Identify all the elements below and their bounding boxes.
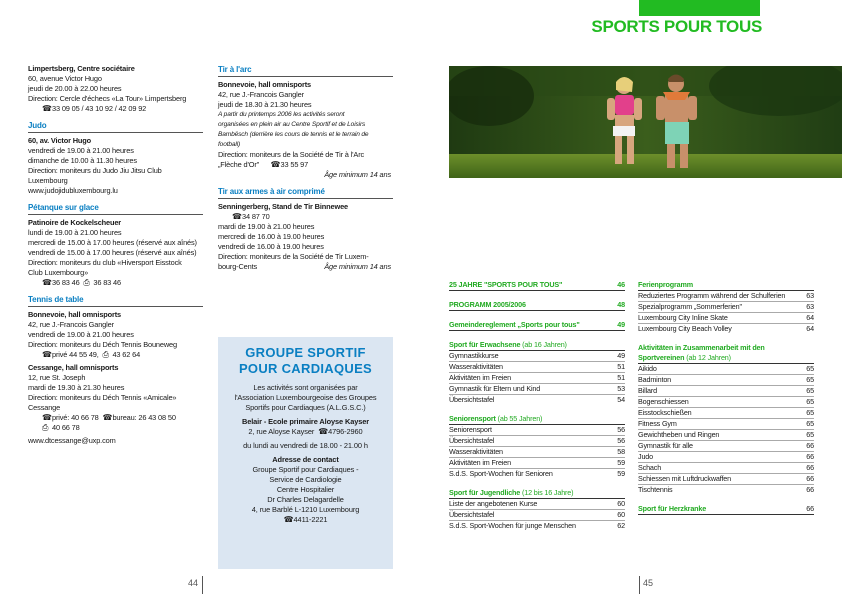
toc-page: 65	[806, 364, 814, 373]
phone-number: 36 83 46	[52, 278, 80, 287]
phone-icon: ☎	[42, 413, 52, 422]
toc-item[interactable]	[449, 351, 625, 362]
toc-page: 66	[806, 452, 814, 461]
info-line: mardi de 19.00 à 21.00 heures	[218, 222, 315, 231]
toc-section-heading	[449, 488, 625, 499]
cardiac-days: du lundi au vendredi de 18.00 - 21.00 h	[243, 441, 368, 450]
info-line: vendredi de 16.00 à 19.00 heures	[218, 242, 324, 251]
toc-page: 65	[806, 397, 814, 406]
toc-item[interactable]	[449, 320, 625, 331]
info-note: Bambësch (derrière les cours de tennis et le terrain de	[218, 131, 369, 138]
info-line: jeudi de 18.30 à 21.30 heures	[218, 100, 312, 109]
fax-icon: ⎙	[42, 423, 49, 432]
page-number-right: 45	[643, 578, 654, 588]
toc-label: Judo	[638, 452, 653, 461]
info-line: 12, rue St. Joseph	[28, 373, 86, 382]
toc-label: Luxembourg City Beach Volley	[638, 324, 732, 333]
info-line: Direction: moniteurs du club «Hiversport Eisstock	[28, 258, 182, 267]
toc-heading-text: Seniorensport	[449, 414, 496, 423]
toc-label: Gymnastik für Eltern und Kind	[449, 384, 541, 393]
toc-item[interactable]	[449, 300, 625, 311]
info-line: vendredi de 15.00 à 17.00 heures (réservé aux aînés)	[28, 248, 197, 257]
block-title: Bonnevoie, hall omnisports	[28, 310, 122, 319]
toc-item[interactable]	[449, 510, 625, 521]
cardiac-title: POUR CARDIAQUES	[238, 361, 373, 376]
toc-label: Luxembourg City Inline Skate	[638, 313, 728, 322]
toc-right-column	[638, 280, 814, 515]
info-line: Direction: moniteurs de la Société de Tir Luxem-	[218, 252, 369, 261]
info-line: dimanche de 10.00 à 11.30 heures	[28, 156, 137, 165]
info-line: „Flèche d'Or"	[218, 160, 260, 169]
toc-label: Wasseraktivitäten	[449, 447, 503, 456]
phone-line	[28, 278, 203, 288]
toc-page: 48	[617, 300, 625, 309]
toc-page: 63	[806, 291, 814, 300]
cardiac-place: Belair - Ecole primaire Aloyse Kayser	[241, 417, 370, 426]
toc-page: 65	[806, 419, 814, 428]
toc-page: 65	[806, 430, 814, 439]
toc-item[interactable]	[449, 469, 625, 479]
toc-heading-text: Sportvereinen	[638, 353, 685, 362]
toc-label: Seniorensport	[449, 425, 492, 434]
block-title: Bonnevoie, hall omnisports	[218, 80, 312, 89]
toc-page: 53	[617, 384, 625, 393]
toc-section-heading	[449, 414, 625, 425]
toc-item[interactable]	[449, 436, 625, 447]
section-heading-judo: Judo	[28, 120, 203, 133]
toc-item[interactable]	[638, 375, 814, 386]
cardiac-intro: Sportifs pour Cardiaques (A.L.G.S.C.)	[245, 403, 366, 412]
phone-number: privé 44 55 49,	[52, 350, 99, 359]
toc-label: Schach	[638, 463, 662, 472]
toc-heading-sub: (ab 16 Jahren)	[522, 340, 567, 349]
toc-item[interactable]	[638, 408, 814, 419]
contact-line: Centre Hospitalier	[276, 485, 335, 494]
toc-label: Badminton	[638, 375, 672, 384]
toc-label: Gymnastik für alle	[638, 441, 693, 450]
toc-label: Billard	[638, 386, 657, 395]
toc-page: 54	[617, 395, 625, 404]
info-note: A partir du printemps 2006 les activités seront	[218, 111, 345, 118]
toc-item[interactable]	[638, 313, 814, 324]
toc-item[interactable]	[638, 485, 814, 495]
block-title: Cessange, hall omnisports	[28, 363, 119, 372]
toc-label: Wasseraktivitäten	[449, 362, 503, 371]
info-line: Direction: moniteurs du Déch Tennis Bouneweg	[28, 340, 177, 349]
toc-item[interactable]	[638, 419, 814, 430]
address-line: 2, rue Aloyse Kayser	[248, 427, 315, 436]
toc-item[interactable]	[449, 458, 625, 469]
phone-line	[28, 350, 203, 360]
info-line: mardi de 19.30 à 21.30 heures	[28, 383, 125, 392]
toc-page: 58	[617, 447, 625, 456]
toc-item[interactable]	[449, 395, 625, 405]
toc-label: Spezialprogramm „Sommerferien"	[638, 302, 742, 311]
toc-left-column	[449, 280, 625, 531]
toc-item[interactable]	[449, 362, 625, 373]
toc-label: Übersichtstafel	[449, 510, 495, 519]
phone-icon: ☎	[270, 160, 281, 169]
website-link[interactable]: www.dtcessange@uxp.com	[28, 436, 116, 445]
toc-page: 59	[617, 458, 625, 467]
toc-section-heading: Aktivitäten in Zusammenarbeit mit den	[638, 343, 765, 352]
phone-number: 34 87 70	[242, 212, 270, 221]
toc-page: 62	[617, 521, 625, 530]
block-title: 60, av. Victor Hugo	[28, 136, 92, 145]
contact-line: 4, rue Barblé L-1210 Luxembourg	[251, 505, 360, 514]
toc-label: Reduziertes Programm während der Schulferien	[638, 291, 786, 300]
toc-section-heading	[449, 340, 625, 351]
fax-icon: ⎙	[102, 350, 109, 359]
toc-label: Übersichtstafel	[449, 395, 495, 404]
toc-item[interactable]	[449, 384, 625, 395]
info-line-end: bourg-Cents	[218, 262, 258, 271]
fax-number: 36 83 46	[93, 278, 121, 287]
contact-line: Groupe Sportif pour Cardiaques -	[252, 465, 359, 474]
toc-label: Übersichtstafel	[449, 436, 495, 445]
info-line: Direction: moniteurs de la Société de Tir à l'Arc	[218, 150, 365, 159]
toc-item[interactable]	[449, 499, 625, 510]
toc-label: PROGRAMM 2005/2006	[449, 300, 526, 309]
info-note: organisées en plein air au Centre Sportif et de Loisirs	[218, 121, 366, 128]
toc-page: 66	[806, 474, 814, 483]
toc-section-heading: Ferienprogramm	[638, 280, 814, 291]
info-line: 42, rue J.-Francois Gangler	[218, 90, 304, 99]
toc-item[interactable]	[449, 280, 625, 291]
phone-line	[28, 104, 203, 114]
page-number-left: 44	[188, 578, 199, 588]
info-line: Luxembourg	[28, 176, 68, 185]
toc-item[interactable]	[638, 291, 814, 302]
phone-number: 33 09 05 / 43 10 92 / 42 09 92	[52, 104, 147, 113]
toc-page: 51	[617, 373, 625, 382]
phone-number: 4411-2221	[293, 515, 328, 524]
section-heading-archery: Tir à l'arc	[218, 64, 393, 77]
toc-heading-sub: (ab 55 Jahren)	[497, 414, 543, 423]
toc-page: 56	[617, 425, 625, 434]
toc-item[interactable]	[638, 364, 814, 375]
phone-icon: ☎	[42, 278, 52, 287]
toc-item[interactable]	[638, 504, 814, 515]
cardiac-address	[218, 427, 393, 437]
toc-label: Gymnastikkurse	[449, 351, 499, 360]
toc-page: 46	[617, 280, 625, 289]
phone-icon: ☎	[318, 427, 329, 436]
toc-item[interactable]	[449, 447, 625, 458]
toc-page: 66	[806, 504, 814, 513]
toc-label: Aktivitäten im Freien	[449, 373, 511, 382]
toc-page: 66	[806, 463, 814, 472]
info-line	[218, 262, 393, 272]
toc-label: Eisstockschießen	[638, 408, 692, 417]
toc-page: 51	[617, 362, 625, 371]
info-line: mercredi de 16.00 à 19.00 heures	[218, 232, 325, 241]
toc-label: 25 JAHRE "SPORTS POUR TOUS"	[449, 280, 563, 289]
info-line: vendredi de 19.00 à 21.00 heures	[28, 330, 134, 339]
block-title: Senningerberg, Stand de Tir Binnewee	[218, 202, 348, 211]
toc-page: 60	[617, 510, 625, 519]
toc-item[interactable]	[638, 302, 814, 313]
toc-label: Gemeindereglement „Sports pour tous"	[449, 320, 580, 329]
toc-item[interactable]	[638, 430, 814, 441]
toc-page: 56	[617, 436, 625, 445]
block-title: Patinoire de Kockelscheuer	[28, 218, 122, 227]
info-line: Direction: moniteurs du Judo Jiu Jitsu Club	[28, 166, 162, 175]
fax-line	[28, 423, 203, 433]
page-title: SPORTS POUR TOUS	[591, 17, 762, 36]
toc-item[interactable]	[449, 425, 625, 436]
toc-item[interactable]	[638, 441, 814, 452]
website-link[interactable]: www.judojidubluxembourg.lu	[28, 186, 118, 195]
toc-label: Aikido	[638, 364, 657, 373]
info-line: 42, rue J.-Francois Gangler	[28, 320, 114, 329]
phone-number: 33 55 97	[280, 160, 309, 169]
toc-label: S.d.S. Sport-Wochen für Senioren	[449, 469, 553, 478]
info-line: Direction: Cercle d'échecs «La Tour» Limpertsberg	[28, 94, 187, 103]
age-minimum: Âge minimum 14 ans	[324, 170, 391, 179]
cardiac-intro: Les activités sont organisées par	[253, 383, 358, 392]
joggers-photo	[449, 66, 842, 178]
toc-item[interactable]	[449, 373, 625, 384]
cardiac-group-box	[218, 337, 393, 569]
toc-heading-text: Sport für Jugendliche	[449, 488, 521, 497]
toc-heading-sub: (ab 12 Jahren)	[686, 353, 731, 362]
info-note: football)	[218, 141, 241, 148]
toc-heading-sub: (12 bis 16 Jahre)	[522, 488, 574, 497]
contact-phone	[218, 515, 393, 525]
age-minimum: Âge minimum 14 ans	[324, 262, 391, 271]
toc-item[interactable]	[638, 452, 814, 463]
toc-page: 49	[617, 351, 625, 360]
left-column-1	[28, 64, 203, 446]
phone-icon: ☎	[232, 212, 242, 221]
cardiac-title: GROUPE SPORTIF	[245, 345, 366, 360]
toc-page: 64	[806, 324, 814, 333]
phone-line	[218, 160, 393, 170]
toc-page: 65	[806, 375, 814, 384]
fax-number: 40 66 78	[52, 423, 80, 432]
info-line: mercredi de 15.00 à 17.00 heures (réservé aux aînés)	[28, 238, 197, 247]
phone-number: bureau: 26 43 08 50	[112, 413, 176, 422]
toc-page: 63	[806, 302, 814, 311]
phone-icon: ☎	[42, 104, 52, 113]
info-line: vendredi de 19.00 à 21.00 heures	[28, 146, 134, 155]
info-line: Direction: moniteurs du Déch Tennis «Amicale»	[28, 393, 177, 402]
toc-label: Bogenschiessen	[638, 397, 689, 406]
fax-number: 43 62 64	[112, 350, 141, 359]
contact-line: Dr Charles Delagardelle	[267, 495, 344, 504]
info-line: jeudi de 20.00 à 22.00 heures	[28, 84, 122, 93]
block-title: Limpertsberg, Centre sociétaire	[28, 64, 135, 73]
page-rule	[202, 576, 203, 594]
phone-number: privé: 40 66 78	[52, 413, 99, 422]
toc-page: 60	[617, 499, 625, 508]
toc-page: 66	[806, 441, 814, 450]
toc-item[interactable]	[638, 474, 814, 485]
info-line: 60, avenue Victor Hugo	[28, 74, 102, 83]
phone-line	[28, 413, 203, 423]
section-heading-petanque: Pétanque sur glace	[28, 202, 203, 215]
contact-heading: Adresse de contact	[272, 455, 339, 464]
toc-label: Aktivitäten im Freien	[449, 458, 511, 467]
toc-heading-text: Sport für Erwachsene	[449, 340, 521, 349]
toc-label: Gewichtheben und Ringen	[638, 430, 720, 439]
toc-label: Tischtennis	[638, 485, 673, 494]
toc-page: 64	[806, 313, 814, 322]
info-line: lundi de 19.00 à 21.00 heures	[28, 228, 122, 237]
toc-label: Sport für Herzkranke	[638, 504, 707, 513]
title-accent-bar	[639, 0, 760, 16]
toc-label: Fitness Gym	[638, 419, 677, 428]
phone-icon: ☎	[283, 515, 294, 524]
toc-page: 66	[806, 485, 814, 494]
info-line: Club Luxembourg»	[28, 268, 89, 277]
phone-icon: ☎	[102, 413, 113, 422]
page-rule	[639, 576, 640, 594]
toc-page: 65	[806, 408, 814, 417]
toc-item[interactable]	[638, 324, 814, 334]
toc-item[interactable]	[638, 397, 814, 408]
toc-page: 49	[617, 320, 625, 329]
phone-icon: ☎	[42, 350, 52, 359]
section-heading-air-rifle: Tir aux armes à air comprimé	[218, 186, 393, 199]
fax-icon: ⎙	[83, 278, 90, 287]
toc-label: Schiessen mit Luftdruckwaffen	[638, 474, 731, 483]
toc-section-heading	[638, 353, 814, 364]
toc-page: 59	[617, 469, 625, 478]
contact-line: Service de Cardiologie	[269, 475, 342, 484]
section-heading-tennis: Tennis de table	[28, 294, 203, 307]
toc-item[interactable]	[638, 463, 814, 474]
toc-item[interactable]	[449, 521, 625, 531]
toc-page: 65	[806, 386, 814, 395]
toc-label: S.d.S. Sport-Wochen für junge Menschen	[449, 521, 576, 530]
cardiac-intro: l'Association Luxembourgeoise des Groupes	[234, 393, 377, 402]
phone-number: 4796-2960	[328, 427, 363, 436]
left-column-2	[218, 64, 393, 272]
phone-line	[218, 212, 393, 222]
toc-label: Liste der angebotenen Kurse	[449, 499, 538, 508]
toc-item[interactable]	[638, 386, 814, 397]
info-line: Cessange	[28, 403, 61, 412]
